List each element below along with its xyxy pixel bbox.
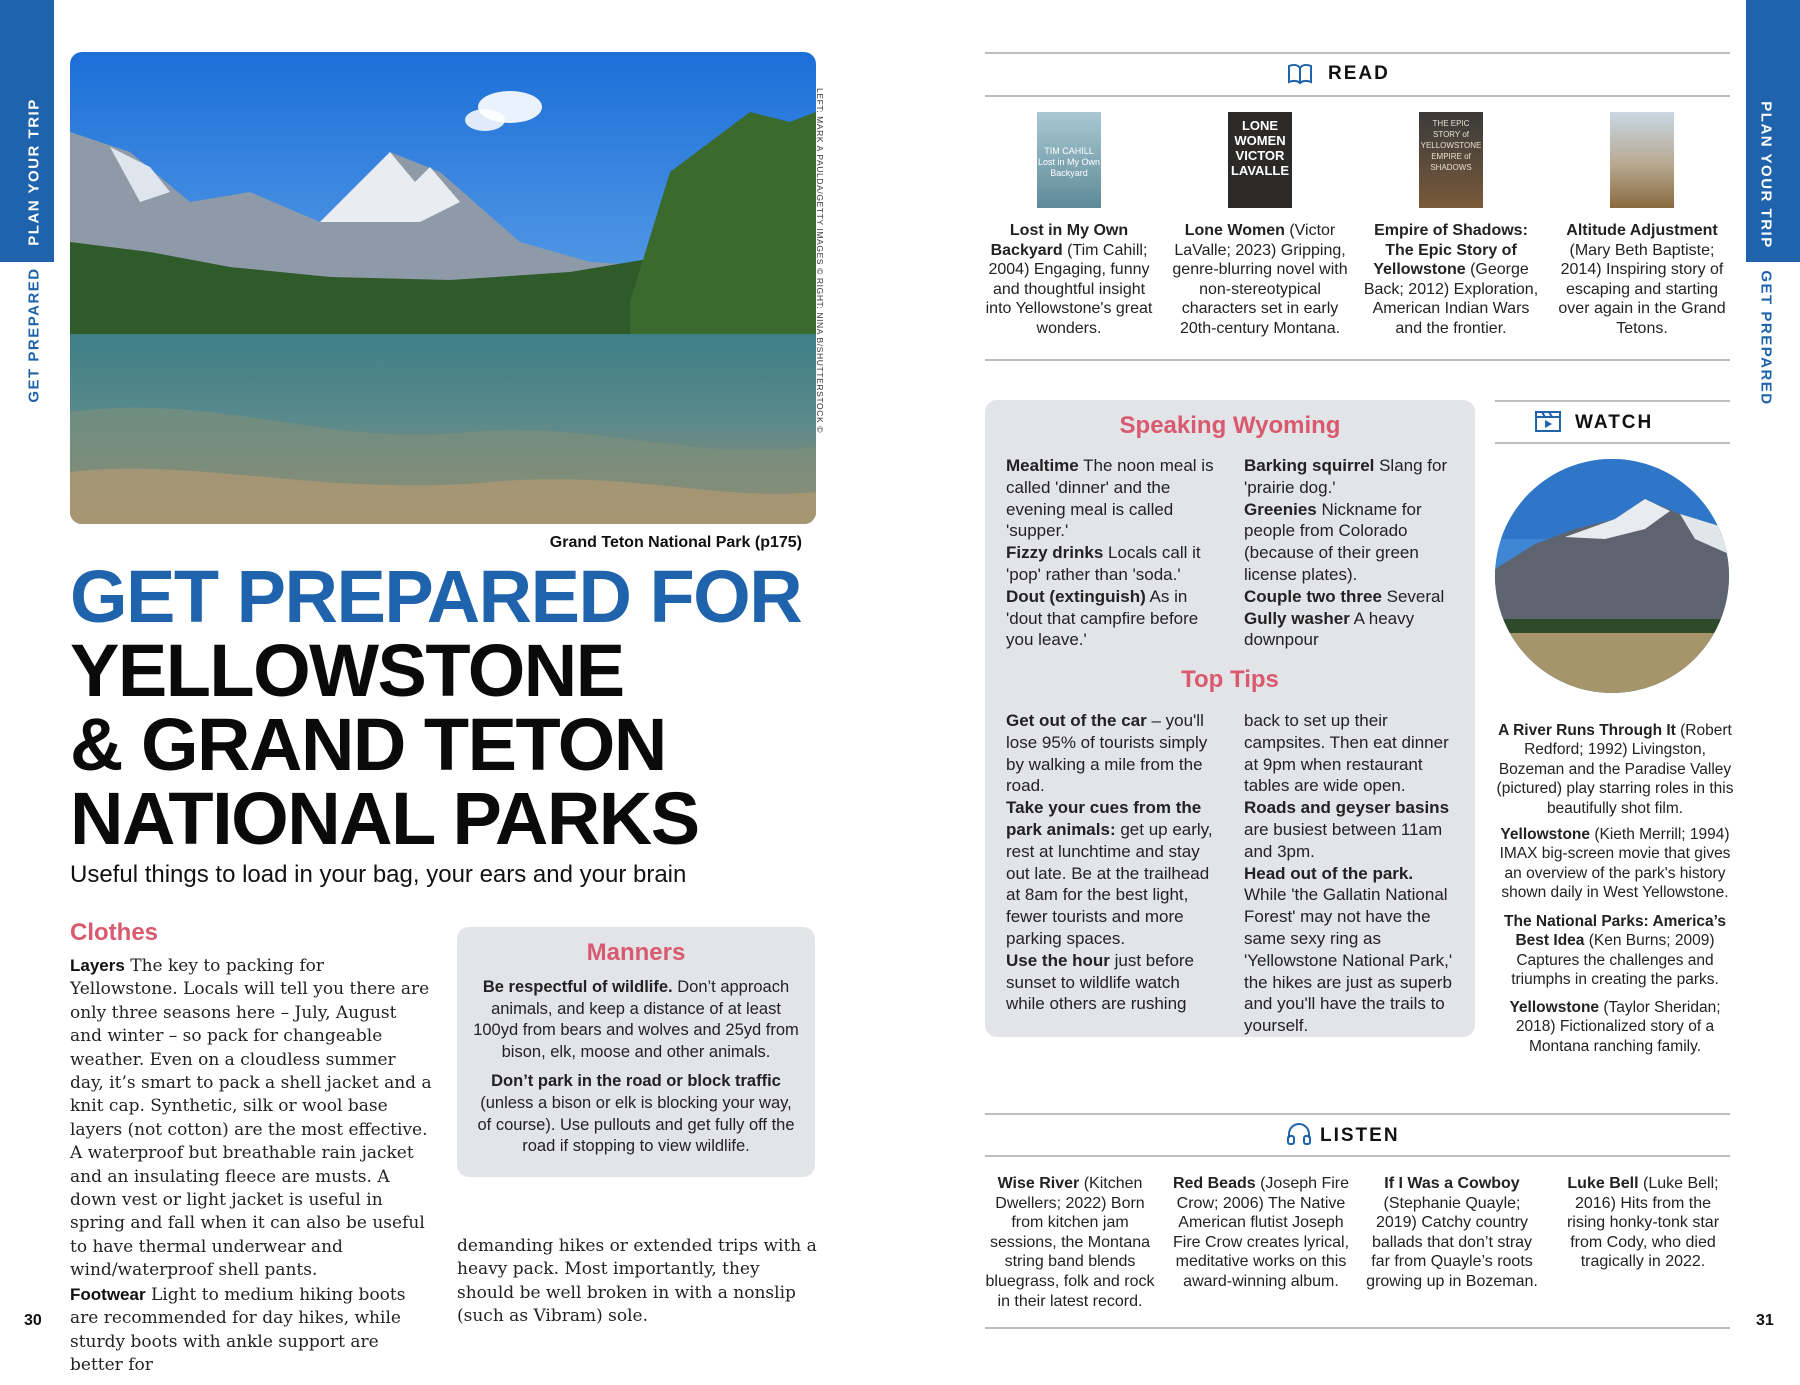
watch-photo-paradise-valley — [1495, 459, 1729, 693]
title-line-3: & GRAND TETON — [70, 703, 666, 786]
tip-head-out-of-park: Head out of the park. While 'the Gallatin National Forest' may not have the same sexy ring as 'Yellowstone National Park,' the hikes are just as superb and you'll have the trails to yourself. — [1244, 863, 1453, 1036]
term-dout: Dout (extinguish) As in 'dout that campfire before you leave.' — [1006, 586, 1199, 650]
plan-your-trip-label-left: PLAN YOUR TRIP — [25, 98, 43, 246]
layers-term: Layers — [70, 956, 125, 975]
tip-use-the-hour: Use the hour just before sunset to wildlife watch while others are rushing — [1006, 950, 1195, 1014]
read-divider-bottom — [985, 359, 1730, 361]
read-divider-mid — [985, 95, 1730, 97]
tip-continued: back to set up their campsites. Then eat dinner at 9pm when restaurant tables are wide open. — [1244, 711, 1449, 796]
term-fizzy-drinks: Fizzy drinks Locals call it 'pop' rather than 'soda.' — [1006, 543, 1201, 584]
listen-item-luke-bell: Luke Bell (Luke Bell; 2016) Hits from the rising honky-tonk star from Cody, who died tragically in 2022. — [1566, 1175, 1720, 1271]
wyoming-terms-column-2 — [1244, 455, 1454, 651]
headphones-icon — [1286, 1122, 1312, 1146]
wyoming-terms-column-1 — [1006, 455, 1216, 651]
title-line-1: GET PREPARED FOR — [70, 555, 802, 638]
manners-heading: Manners — [586, 939, 686, 966]
term-greenies: Greenies Nickname for people from Colorado (because of their green license plates). — [1244, 499, 1422, 584]
clothes-text-column-2: demanding hikes or extended trips with a heavy pack. Most importantly, they should be well broken in with a nonslip (such as Vibram) sole. — [457, 1236, 817, 1327]
get-prepared-label-right: GET PREPARED — [1757, 270, 1775, 406]
watch-item-a-river-runs-through-it: A River Runs Through It (Robert Redford; 1992) Livingston, Bozeman and the Paradise Valley (pictured) play starring roles in this beautifully shot film. — [1496, 722, 1734, 817]
listen-divider-bottom — [985, 1327, 1730, 1329]
watch-item-yellowstone-imax: Yellowstone (Kieth Merrill; 1994) IMAX big-screen movie that gives an overview of the park's history shown daily in West Yellowstone. — [1499, 826, 1731, 902]
manners-paragraph-parking: Don’t park in the road or block traffic (unless a bison or elk is blocking your way, of course). Use pullouts and get fully off the road if stopping to view wildlife. — [477, 1072, 795, 1156]
speaking-wyoming-box — [985, 400, 1475, 1037]
listen-divider-top — [985, 1113, 1730, 1115]
page-subtitle: Useful things to load in your bag, your ears and your brain — [70, 861, 687, 888]
page-number-left: 30 — [24, 1312, 42, 1329]
page-title — [70, 555, 830, 860]
top-tips-column-1 — [1006, 710, 1216, 1015]
book-lone-women: Lone Women (Victor LaValle; 2023) Gripping, genre-blurring novel with non-stereotypical characters set in early 20th-century Montana. — [1172, 222, 1348, 337]
book-empire-of-shadows: Empire of Shadows: The Epic Story of Yellowstone (George Back; 2012) Exploration, American Indian Wars and the frontier. — [1363, 222, 1539, 337]
book-cover-altitude-adjustment — [1610, 112, 1674, 208]
watch-item-yellowstone-series: Yellowstone (Taylor Sheridan; 2018) Fictionalized story of a Montana ranching family. — [1509, 999, 1721, 1055]
top-tips-column-2 — [1244, 710, 1456, 1037]
term-couple-two-three: Couple two three Several — [1244, 586, 1445, 606]
page-number-right: 31 — [1756, 1312, 1774, 1329]
footwear-text: Light to medium hiking boots are recommended for day hikes, while sturdy boots with ankle support are better for — [70, 1284, 406, 1375]
tip-get-out-of-car: Get out of the car – you'll lose 95% of tourists simply by walking a mile from the road. — [1006, 711, 1208, 796]
listen-label: LISTEN — [1320, 1125, 1400, 1146]
title-line-2: YELLOWSTONE — [70, 629, 624, 712]
book-altitude-adjustment: Altitude Adjustment (Mary Beth Baptiste; 2014) Inspiring story of escaping and starting over again in the Grand Tetons. — [1558, 222, 1726, 337]
clothes-heading: Clothes — [70, 919, 159, 946]
photo-caption: Grand Teton National Park (p175) — [549, 534, 802, 551]
plan-your-trip-label-right: PLAN YOUR TRIP — [1757, 101, 1775, 249]
watch-item-the-national-parks: The National Parks: America’s Best Idea (Ken Burns; 2009) Captures the challenges and triumphs in creating the parks. — [1504, 913, 1726, 989]
get-prepared-label-left: GET PREPARED — [25, 267, 43, 403]
watch-divider-mid — [1495, 442, 1730, 444]
title-line-4: NATIONAL PARKS — [70, 777, 699, 860]
top-tips-heading: Top Tips — [1181, 666, 1279, 693]
manners-box — [457, 927, 815, 1177]
read-divider-top — [985, 52, 1730, 54]
listen-item-wise-river: Wise River (Kitchen Dwellers; 2022) Born from kitchen jam sessions, the Montana string band blends bluegrass, folk and rock in their latest record. — [985, 1175, 1155, 1310]
listen-divider-mid — [985, 1155, 1730, 1157]
tip-park-animals: Take your cues from the park animals: get up early, rest at lunchtime and stay out late. Be at the trailhead at 8am for the best light, fewer tourists and more parking spaces. — [1006, 798, 1213, 948]
clapperboard-icon — [1534, 409, 1562, 433]
book-cover-lone-women: LONE WOMEN VICTOR LAVALLE — [1228, 112, 1292, 208]
clothes-text-column-1 — [70, 954, 432, 1377]
watch-label: WATCH — [1575, 412, 1654, 433]
book-icon — [1287, 62, 1313, 86]
term-barking-squirrel: Barking squirrel Slang for 'prairie dog.' — [1244, 456, 1448, 497]
term-gully-washer: Gully washer A heavy downpour — [1244, 608, 1415, 650]
hero-photo-grand-teton — [70, 52, 816, 524]
book-lost-in-my-own-backyard: Lost in My Own Backyard (Tim Cahill; 2004) Engaging, funny and thoughtful insight into Yellowstone's great wonders. — [985, 222, 1153, 337]
layers-text: The key to packing for Yellowstone. Locals will tell you there are only three seasons here – July, August and winter – so pack for changeable weather. Even on a cloudless summer day, it’s smart to pack a shell jacket and a knit cap. Synthetic, silk or wool base layers (not cotton) are the most effective. A waterproof but breathable rain jacket and an insulating fleece are musts. A down vest or light jacket is useful in spring and fall when it can also be useful to have thermal underwear and wind/waterproof shell pants. — [70, 956, 432, 1281]
read-label: READ — [1328, 63, 1390, 84]
book-cover-empire-of-shadows: THE EPIC STORY of YELLOWSTONE EMPIRE of SHADOWS — [1419, 112, 1483, 208]
watch-divider-top — [1495, 400, 1730, 402]
listen-item-if-i-was-a-cowboy: If I Was a Cowboy (Stephanie Quayle; 2019) Catchy country ballads that don’t stray far from Quayle’s roots growing up in Bozeman. — [1366, 1175, 1538, 1290]
tip-roads-and-geyser-basins: Roads and geyser basins are busiest between 11am and 3pm. — [1244, 798, 1450, 861]
listen-item-red-beads: Red Beads (Joseph Fire Crow; 2006) The Native American flutist Joseph Fire Crow creates lyrical, meditative works on this award-winning album. — [1172, 1175, 1350, 1290]
speaking-wyoming-heading: Speaking Wyoming — [1119, 412, 1341, 439]
footwear-term: Footwear — [70, 1284, 146, 1304]
book-cover-lost-in-my-own-backyard: TIM CAHILL Lost in My Own Backyard — [1037, 112, 1101, 208]
term-mealtime: Mealtime The noon meal is called 'dinner' and the evening meal is called 'supper.' — [1006, 456, 1214, 541]
manners-paragraph-wildlife: Be respectful of wildlife. Don’t approach animals, and keep a distance of at least 100yd from bears and wolves and 25yd from bison, elk, moose and other animals. — [473, 978, 799, 1061]
